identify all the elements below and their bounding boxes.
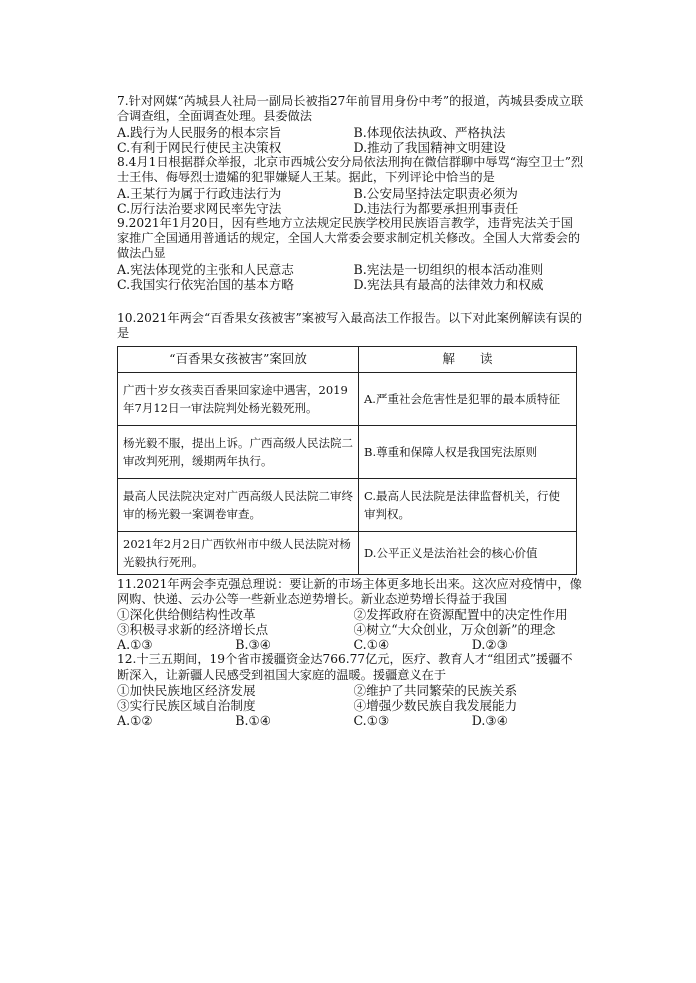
option-d: D.违法行为都要承担刑事责任 — [353, 200, 519, 216]
question-9-options — [117, 262, 584, 292]
table-cell-interpretation: D.公平正义是法治社会的核心价值 — [359, 531, 577, 574]
question-7-stem: 7.针对网媒“芮城县人社局一副局长被指27年前冒用身份中考”的报道，芮城县委成立联合调查组，全面调查处理。县委做法 — [117, 94, 584, 124]
table-cell-interpretation: A.严重社会危害性是犯罪的最本质特征 — [359, 372, 577, 425]
option-d: D.②③ — [471, 637, 508, 653]
statement-2: ②发挥政府在资源配置中的决定性作用 — [353, 607, 568, 623]
question-11-options — [117, 637, 584, 652]
table-cell-interpretation: C.最高人民法院是法律监督机关，行使审判权。 — [359, 478, 577, 531]
statement-4: ④增强少数民族自我发展能力 — [353, 698, 518, 714]
question-7-options — [117, 125, 584, 155]
table-cell-case: 2021年2月2日广西钦州市中级人民法院对杨光毅执行死刑。 — [118, 531, 359, 574]
question-8-stem: 8.4月1日根据群众举报，北京市西城公安分局依法刑拘在微信群聊中辱骂“海空卫士”烈士王伟、侮辱烈士遗孀的犯罪嫌疑人王某。据此，下列评论中恰当的是 — [117, 154, 584, 185]
table-header-interpretation: 解 读 — [359, 346, 577, 372]
table-row — [118, 478, 577, 531]
table-cell-case: 广西十岁女孩卖百香果回家途中遇害，2019年7月12日一审法院判处杨光毅死刑。 — [118, 372, 359, 425]
option-b: B.体现依法执政、严格执法 — [353, 124, 506, 140]
question-12-items — [117, 683, 584, 713]
option-a: A.践行为人民服务的根本宗旨 — [117, 124, 282, 140]
question-11-items — [117, 607, 584, 637]
option-d: D.③④ — [471, 713, 508, 729]
question-12-stem: 12.十三五期间，19个省市援疆资金达766.77亿元，医疗、教育人才“组团式”援疆不断深入，让新疆人民感受到祖国大家庭的温暖。援疆意义在于 — [117, 652, 573, 682]
option-b: B.公安局坚持法定职责必须为 — [353, 185, 518, 201]
option-b: B.①④ — [235, 713, 272, 729]
statement-4: ④树立“大众创业，万众创新”的理念 — [353, 622, 556, 638]
statement-1: ①加快民族地区经济发展 — [117, 683, 256, 699]
option-c: C.①③ — [353, 713, 390, 729]
question-8-options — [117, 186, 584, 216]
table-row — [118, 425, 577, 478]
option-c: C.我国实行依宪治国的基本方略 — [117, 276, 294, 292]
statement-3: ③实行民族区域自治制度 — [117, 698, 256, 714]
case-table — [117, 346, 577, 575]
option-c: C.有利于网民行使民主决策权 — [117, 139, 282, 155]
option-a: A.①③ — [117, 637, 153, 653]
table-header-case: “百香果女孩被害”案回放 — [118, 346, 359, 372]
table-cell-interpretation: B.尊重和保障人权是我国宪法原则 — [359, 425, 577, 478]
question-9-stem: 9.2021年1月20日，因有些地方立法规定民族学校用民族语言教学，违背宪法关于国家推广全国通用普通话的规定，全国人大常委会要求制定机关修改。全国人大常委会的做法凸显 — [117, 215, 581, 261]
option-a: A.宪法体现党的主张和人民意志 — [117, 261, 294, 277]
question-10-stem: 10.2021年两会“百香果女孩被害”案被写入最高法工作报告。以下对此案例解读有误的是 — [117, 310, 583, 341]
question-12-options — [117, 713, 584, 728]
table-row — [118, 372, 577, 425]
table-cell-case: 最高人民法院决定对广西高级人民法院二审终审的杨光毅一案调卷审查。 — [118, 478, 359, 531]
option-a: A.①② — [117, 713, 153, 729]
table-cell-case: 杨光毅不服，提出上诉。广西高级人民法院二审改判死刑，缓期两年执行。 — [118, 425, 359, 478]
option-b: B.③④ — [235, 637, 272, 653]
statement-1: ①深化供给侧结构性改革 — [117, 607, 256, 623]
option-c: C.厉行法治要求网民率先守法 — [117, 200, 282, 216]
statement-2: ②维护了共同繁荣的民族关系 — [353, 683, 518, 699]
option-b: B.宪法是一切组织的根本活动准则 — [353, 261, 544, 277]
statement-3: ③积极寻求新的经济增长点 — [117, 622, 269, 638]
table-row — [118, 531, 577, 574]
option-c: C.①④ — [353, 637, 390, 653]
question-11-stem: 11.2021年两会李克强总理说：要让新的市场主体更多地长出来。这次应对疫情中，像网购、快递、云办公等一些新业态逆势增长。新业态逆势增长得益于我国 — [117, 576, 582, 607]
option-d: D.推动了我国精神文明建设 — [353, 139, 506, 155]
exam-page — [117, 94, 584, 728]
option-d: D.宪法具有最高的法律效力和权威 — [353, 276, 544, 292]
option-a: A.王某行为属于行政违法行为 — [117, 185, 282, 201]
